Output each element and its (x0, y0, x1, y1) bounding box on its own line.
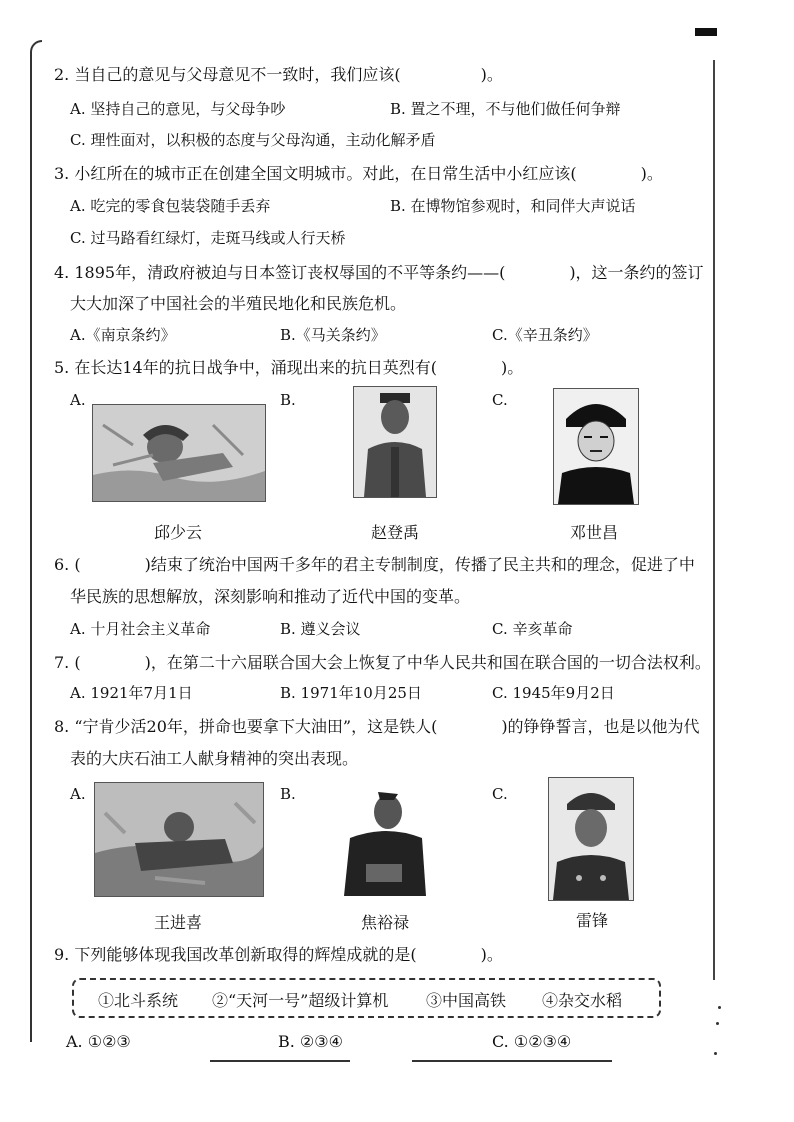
q9-option-c[interactable]: C. ①②③④ (492, 1032, 572, 1051)
q5-caption-b: 赵登禹 (370, 523, 419, 542)
q6-option-c[interactable]: C. 辛亥革命 (492, 620, 573, 638)
q8-option-c[interactable]: C. (492, 785, 508, 803)
q6-stem-line1: 6. ( )结束了统治中国两千多年的君主专制制度，传播了民主共和的理念，促进了中 (54, 555, 695, 574)
q9-item-4: ④杂交水稻 (542, 991, 623, 1010)
footer-line-left (210, 1060, 350, 1062)
scan-speck (718, 1006, 721, 1009)
cadre-portrait (338, 786, 430, 896)
q9-option-a[interactable]: A. ①②③ (66, 1032, 131, 1051)
q8-stem-line2: 表的大庆石油工人献身精神的突出表现。 (70, 749, 359, 768)
q4-option-c[interactable]: C.《辛丑条约》 (492, 326, 598, 344)
q3-option-b[interactable]: B. 在博物馆参观时，和同伴大声说话 (390, 197, 636, 215)
footer-line-right (412, 1060, 612, 1062)
q7-option-a[interactable]: A. 1921年7月1日 (70, 684, 193, 702)
page-border-right (713, 60, 715, 980)
q5-option-a[interactable]: A. (70, 391, 86, 409)
q8-stem-line1: 8. “宁肯少活20年，拼命也要拿下大油田”，这是铁人( )的铮铮誓言，也是以他为代 (54, 717, 700, 736)
q7-option-b[interactable]: B. 1971年10月25日 (280, 684, 422, 702)
q6-stem-line2: 华民族的思想解放，深刻影响和推动了近代中国的变革。 (70, 587, 471, 606)
q5-option-b[interactable]: B. (280, 391, 296, 409)
q8-option-b[interactable]: B. (280, 785, 296, 803)
q4-option-a[interactable]: A.《南京条约》 (70, 326, 176, 344)
corner-mark (695, 28, 717, 36)
q7-option-c[interactable]: C. 1945年9月2日 (492, 684, 615, 702)
q8-caption-a: 王进喜 (153, 913, 202, 932)
q5-caption-a: 邱少云 (153, 523, 202, 542)
q9-option-b[interactable]: B. ②③④ (278, 1032, 343, 1051)
q4-stem-line1: 4. 1895年，清政府被迫与日本签订丧权辱国的不平等条约——( )，这一条约的签订 (54, 263, 704, 282)
q3-option-a[interactable]: A. 吃完的零食包装袋随手丢弃 (70, 197, 271, 215)
scan-speck (714, 1052, 717, 1055)
q5-photo-c (553, 388, 639, 505)
q5-photo-a (92, 404, 266, 502)
q5-stem: 5. 在长达14年的抗日战争中，涌现出来的抗日英烈有( )。 (54, 358, 524, 377)
q4-stem-line2: 大大加深了中国社会的半殖民地化和民族危机。 (70, 294, 407, 313)
q3-option-c[interactable]: C. 过马路看红绿灯，走斑马线或人行天桥 (70, 229, 346, 247)
qing-officer-portrait (554, 389, 638, 504)
q2-option-c[interactable]: C. 理性面对，以积极的态度与父母沟通，主动化解矛盾 (70, 131, 436, 149)
q6-option-a[interactable]: A. 十月社会主义革命 (70, 620, 211, 638)
q9-item-box (72, 978, 661, 1018)
q2-stem: 2. 当自己的意见与父母意见不一致时，我们应该( )。 (54, 65, 503, 84)
q8-photo-c (548, 777, 634, 901)
q9-stem: 9. 下列能够体现我国改革创新取得的辉煌成就的是( )。 (54, 945, 503, 964)
q7-stem: 7. ( )，在第二十六届联合国大会上恢复了中华人民共和国在联合国的一切合法权利。 (54, 653, 711, 672)
soldier-crawling-illustration (93, 405, 265, 501)
q5-option-c[interactable]: C. (492, 391, 508, 409)
scan-speck (716, 1022, 719, 1025)
q8-photo-b (338, 786, 430, 896)
page-border-left (30, 40, 42, 1042)
q5-caption-c: 邓世昌 (569, 523, 618, 542)
q6-option-b[interactable]: B. 遵义会议 (280, 620, 361, 638)
oil-worker-mud-illustration (95, 783, 263, 896)
q9-item-1: ①北斗系统 (98, 991, 179, 1010)
q2-option-b[interactable]: B. 置之不理，不与他们做任何争辩 (390, 100, 621, 118)
q4-option-b[interactable]: B.《马关条约》 (280, 326, 386, 344)
q8-option-a[interactable]: A. (70, 785, 86, 803)
q8-photo-a (94, 782, 264, 897)
military-officer-portrait (354, 387, 436, 497)
q3-stem: 3. 小红所在的城市正在创建全国文明城市。对此，在日常生活中小红应该( )。 (54, 164, 663, 183)
q5-photo-b (353, 386, 437, 498)
q8-caption-b: 焦裕禄 (360, 913, 409, 932)
q9-item-2: ②“天河一号”超级计算机 (212, 991, 389, 1010)
q8-caption-c: 雷锋 (575, 911, 608, 930)
q9-item-3: ③中国高铁 (426, 991, 507, 1010)
q2-option-a[interactable]: A. 坚持自己的意见，与父母争吵 (70, 100, 286, 118)
soldier-cap-portrait (549, 778, 633, 900)
